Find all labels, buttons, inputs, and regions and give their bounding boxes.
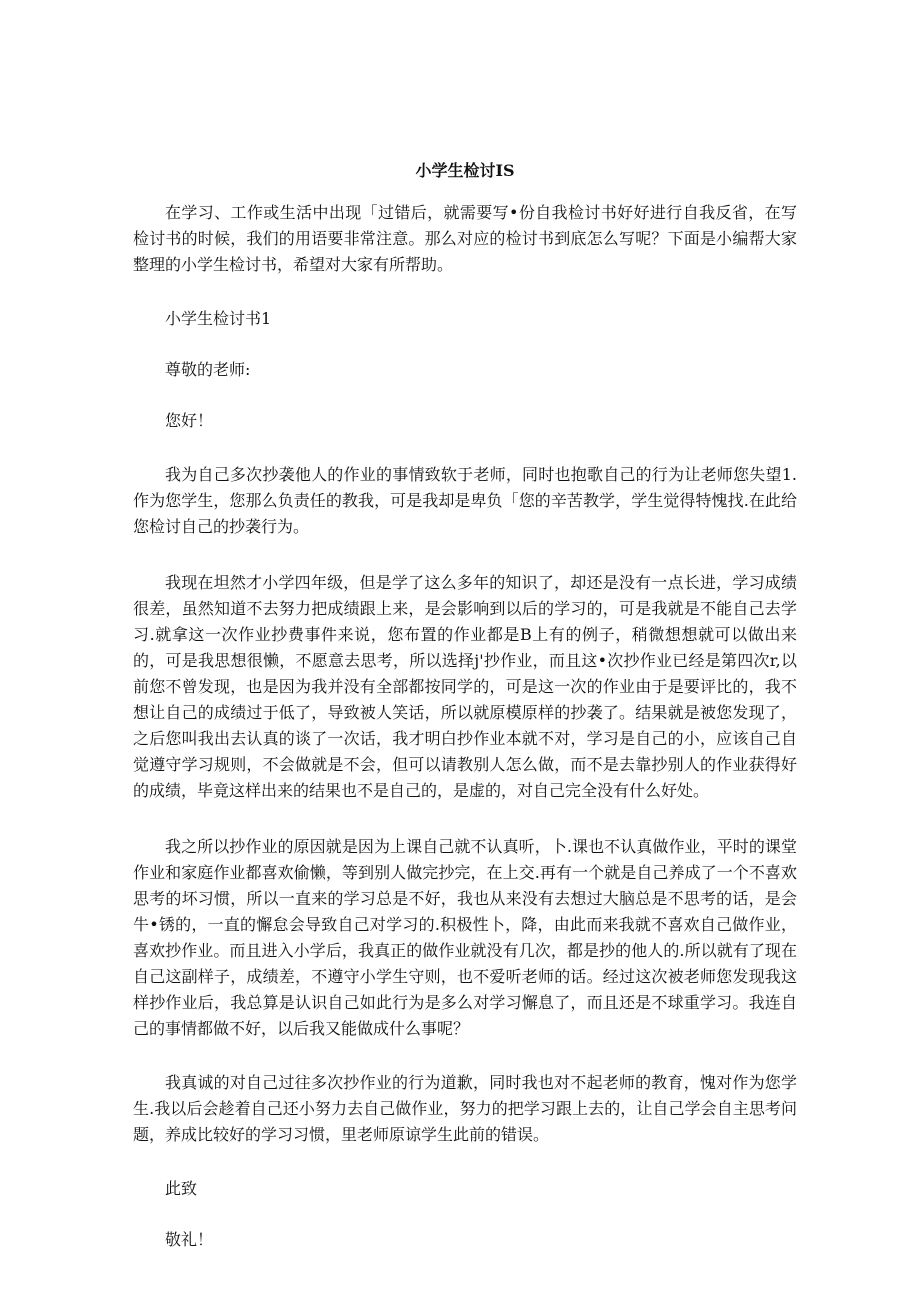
document-page xyxy=(133,156,797,1253)
body-paragraph-3: 我之所以抄作业的原因就是因为上课自己就不认真听，卜.课也不认真做作业，平时的课堂作业和家庭作业都喜欢偷懒，等到别人做完抄完，在上交.再有一个就是自己养成了一个不喜欢思考的坏习惯，所以一直来的学习总是不好，我也从来没有去想过大脑总是不思考的话，是会牛•锈的，一直的懈怠会导致自己对学习的.积极性卜，降，由此而来我就不喜欢自己做作业，喜欢抄作业。而且进入小学后，我真正的做作业就没有几次，都是抄的他人的.所以就有了现在自己这副样子，成绩差，不遵守小学生守则，也不爱听老师的话。经过这次被老师您发现我这样抄作业后，我总算是认识自己如此行为是多么对学习懈息了，而且还是不球重学习。我连自己的事情都做不好，以后我又能做成什么事呢？ xyxy=(133,837,797,1038)
body-paragraph-1: 我为自己多次抄袭他人的作业的事情致软于老师，同时也抱歌自己的行为让老师您失望1.作为您学生，您那么负责任的教我，可是我却是卑负「您的辛苦教学，学生觉得特愧找.在此给您检讨自己的抄袭行为。 xyxy=(133,465,797,536)
salutation: 尊敬的老师: xyxy=(165,360,251,379)
letter-heading: 小学生检讨书1 xyxy=(165,309,272,328)
intro-paragraph: 在学习、工作或生活中出现「过错后，就需要写•份自我检讨书好好进行自我反省，在写检讨书的时候，我们的用语要非常注意。那么对应的检讨书到底怎么写呢？下面是小编帮大家整理的小学生检讨书，希望对大家有所帮助。 xyxy=(133,203,797,274)
regards: 敬礼！ xyxy=(165,1230,214,1249)
body-paragraph-2: 我现在坦然才小学四年级，但是学了这么多年的知识了，却还是没有一点长进，学习成绩很差，虽然知道不去努力把成绩跟上来，是会影响到以后的学习的，可是我就是不能自己去学习.就拿这一次作业抄费事件来说，您布置的作业都是B上有的例子，稍微想想就可以做出来的，可是我思想很懒，不愿意去思考，所以选择j'抄作业，而且这•次抄作业已经是第四次r,以前您不曾发现，也是因为我并没有全部都按同学的，可是这一次的作业由于是要评比的，我不想让自己的成绩过于低了，导致被人笑话，所以就原模原样的抄袭了。结果就是被您发现了，之后您叫我出去认真的谈了一次话，我才明白抄作业本就不对，学习是自己的小，应该自己自觉遵守学习规则，不会做就是不会，但可以请教别人怎么做，而不是去靠抄别人的作业获得好的成绩，毕竟这样出来的结果也不是自己的，是虚的，对自己完全没有什么好处。 xyxy=(133,573,797,800)
closing: 此致 xyxy=(165,1179,198,1198)
greeting: 您好！ xyxy=(165,411,214,430)
body-paragraph-4: 我真诚的对自己过往多次抄作业的行为道歉，同时我也对不起老师的教育，愧对作为您学生.我以后会趁着自己还小努力去自己做作业，努力的把学习跟上去的，让自己学会自主思考问题，养成比较好的学习习惯，里老师原谅学生此前的错误。 xyxy=(133,1073,797,1144)
document-title: 小学生检讨IS xyxy=(415,161,515,180)
